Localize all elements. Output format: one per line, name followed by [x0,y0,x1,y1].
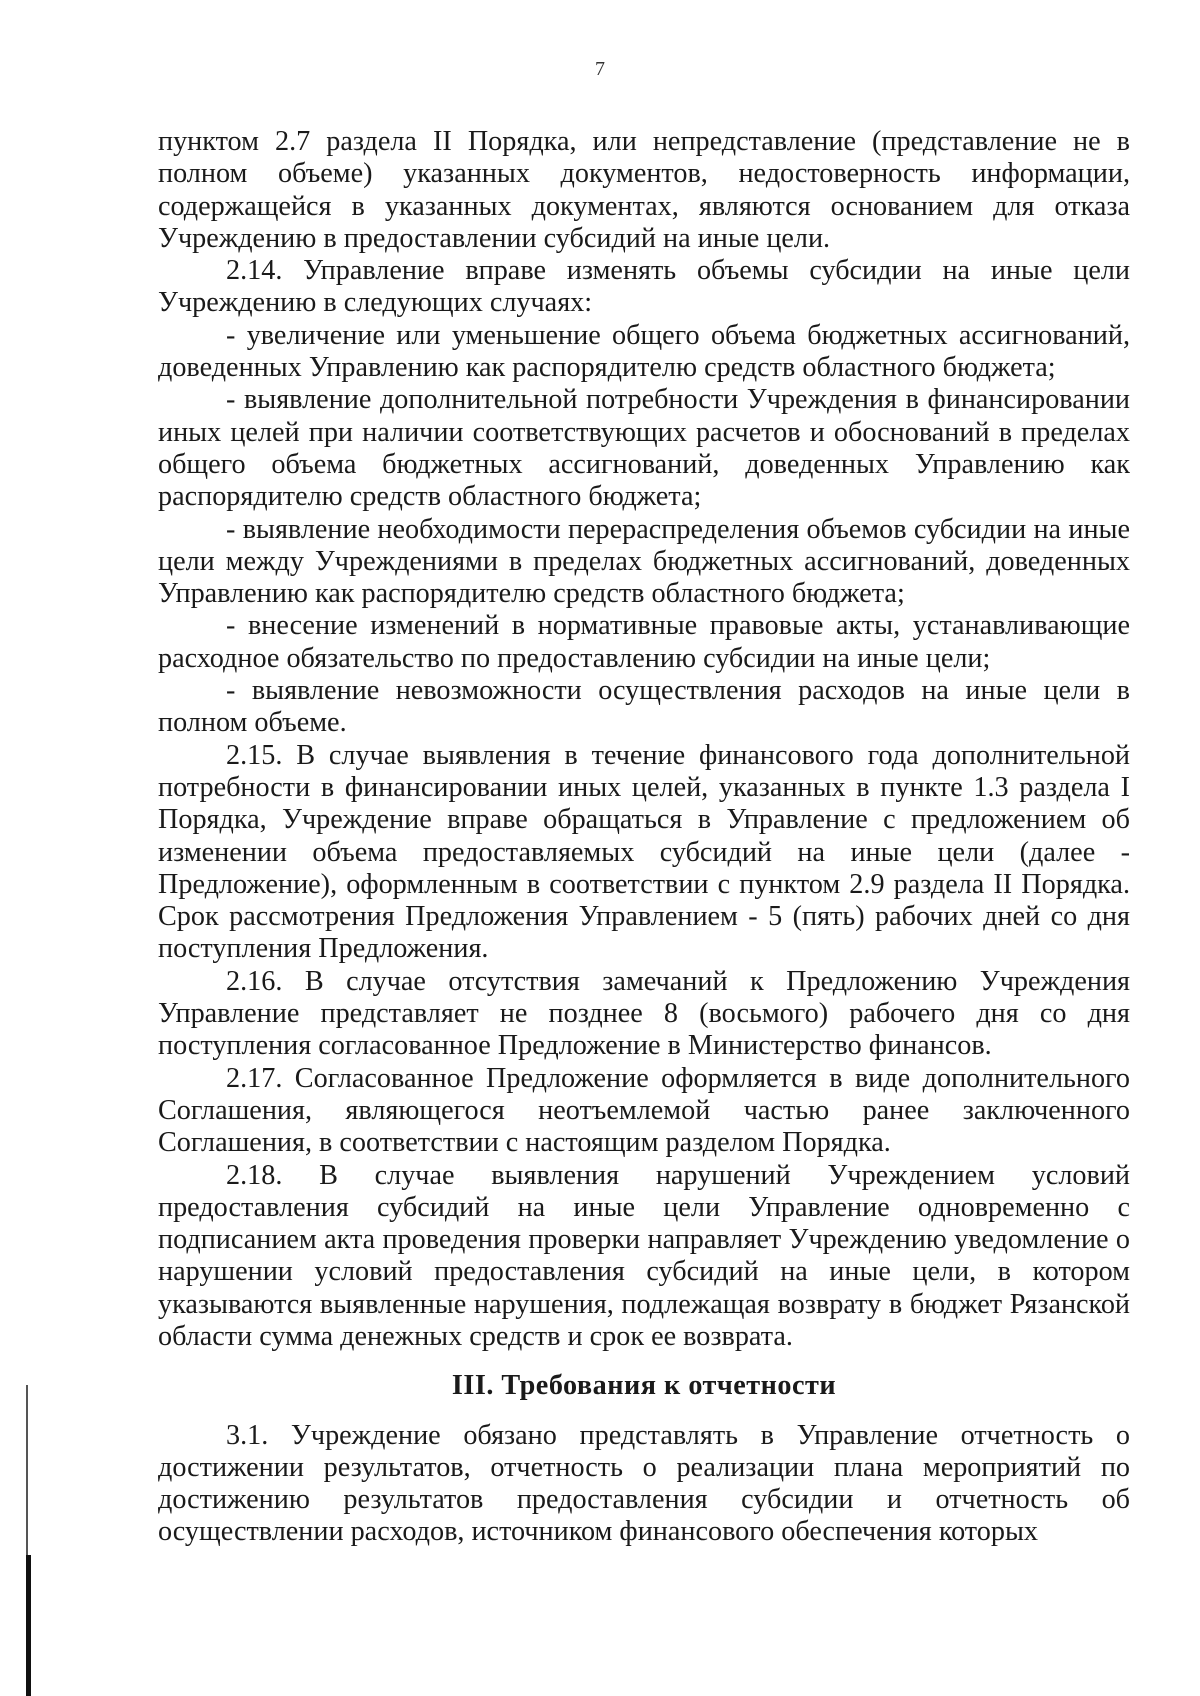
paragraph-2-14: 2.14. Управление вправе изменять объемы субсидии на иные цели Учреждению в следующих случаях: [158,255,1130,319]
scan-edge-mark [26,1385,28,1555]
document-body [158,126,1130,1549]
list-item-additional-need: - выявление дополнительной потребности Учреждения в финансировании иных целей при наличии соответствующих расчетов и обоснований в пределах общего объема бюджетных ассигнований, доведенных Управлению как распорядителю средств областного бюджета; [158,384,1130,513]
list-item-legal-changes: - внесение изменений в нормативные правовые акты, устанавливающие расходное обязательство по предоставлению субсидии на иные цели; [158,610,1130,674]
section-heading: III. Требования к отчетности [451,1370,837,1402]
paragraph-2-16: 2.16. В случае отсутствия замечаний к Предложению Учреждения Управление представляет не позднее 8 (восьмого) рабочего дня со дня поступления согласованное Предложение в Министерство финансов. [158,965,1130,1062]
paragraph-3-1: 3.1. Учреждение обязано представлять в Управление отчетность о достижении результатов, отчетность о реализации плана мероприятий по достижению результатов предоставления субсидии и отчетность об осуществлении расходов, источником финансового обеспечения которых [158,1419,1130,1548]
page-number: 7 [595,58,605,80]
list-item-impossibility: - выявление невозможности осуществления расходов на иные цели в полном объеме. [158,675,1130,739]
paragraph-2-15: 2.15. В случае выявления в течение финансового года дополнительной потребности в финансировании иных целей, указанных в пункте 1.3 раздела I Порядка, Учреждение вправе обращаться в Управление с предложением об изменении объема предоставляемых субсидий на иные цели (далее - Предложение), оформленным в соответствии с пунктом 2.9 раздела II Порядка. Срок рассмотрения Предложения Управлением - 5 (пять) рабочих дней со дня поступления Предложения. [158,739,1130,965]
list-item-redistribution: - выявление необходимости перераспределения объемов субсидии на иные цели между Учреждениями в пределах бюджетных ассигнований, доведенных Управлению как распорядителю средств областного бюджета; [158,513,1130,610]
list-item-budget-change: - увеличение или уменьшение общего объема бюджетных ассигнований, доведенных Управлению как распорядителю средств областного бюджета; [158,319,1130,384]
paragraph-2-18: 2.18. В случае выявления нарушений Учреждением условий предоставления субсидий на иные цели Управление одновременно с подписанием акта проведения проверки направляет Учреждению уведомление о нарушении условий предоставления субсидий на иные цели, в котором указываются выявленные нарушения, подлежащая возврату в бюджет Рязанской области сумма денежных средств и срок ее возврата. [158,1159,1130,1352]
paragraph-2-17: 2.17. Согласованное Предложение оформляется в виде дополнительного Соглашения, являющегося неотъемлемой частью ранее заключенного Соглашения, в соответствии с настоящим разделом Порядка. [158,1062,1130,1159]
paragraph-continuation: пунктом 2.7 раздела II Порядка, или непредставление (представление не в полном объеме) указанных документов, недостоверность информации, содержащейся в указанных документах, являются основанием для отказа Учреждению в предоставлении субсидий на иные цели. [158,126,1130,254]
scan-edge-bar [26,1555,31,1696]
